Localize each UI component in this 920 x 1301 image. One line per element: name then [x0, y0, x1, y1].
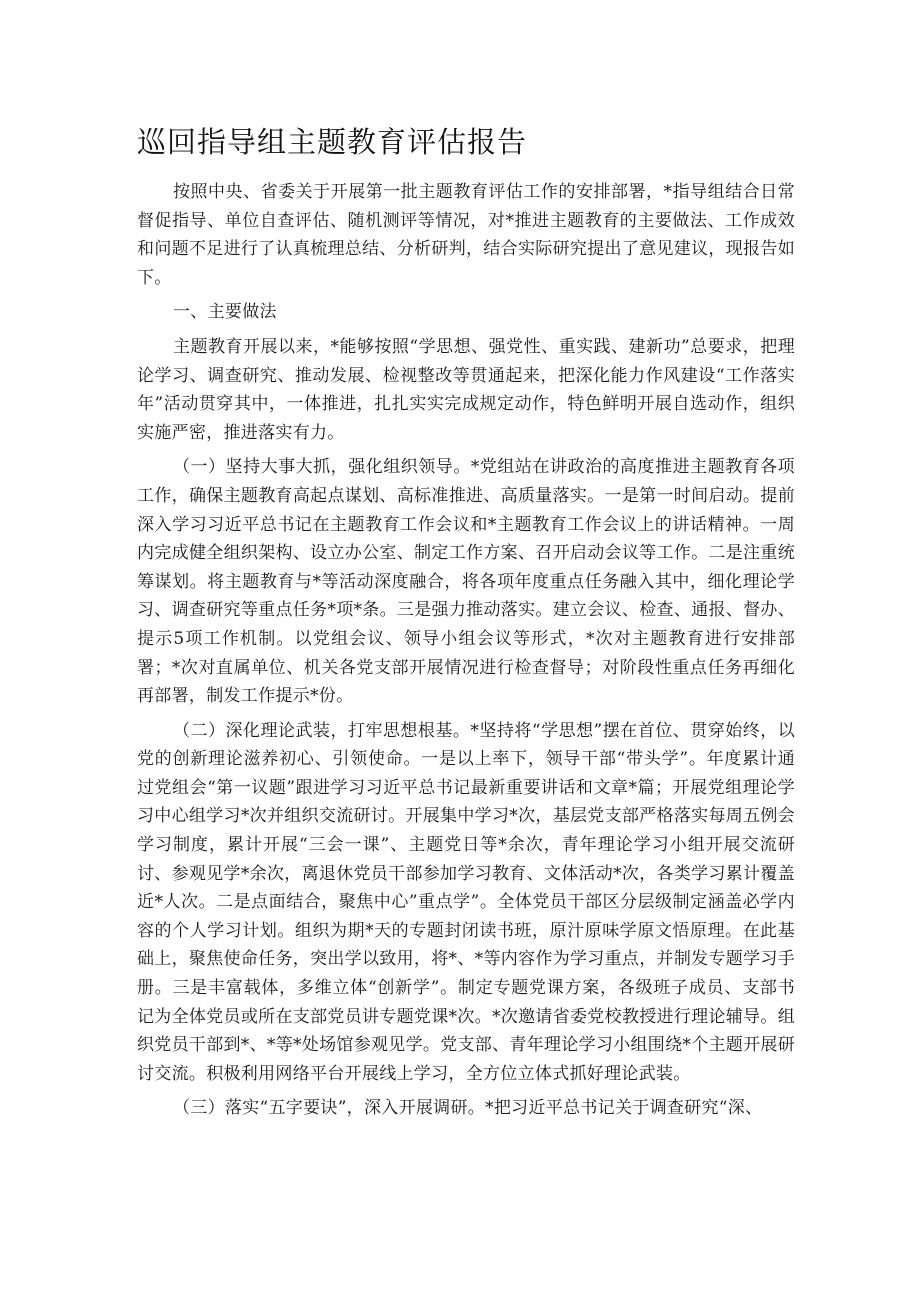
overview-paragraph: 主题教育开展以来，*能够按照“学思想、强党性、重实践、建新功”总要求，把理论学习、调查研究、推动发展、检视整改等贯通起来，把深化能力作风建设“工作落实年”活动贯穿其中，一体推进，扎扎实实完成规定动作，特色鲜明开展自选动作，组织实施严密，推进落实有力。 — [137, 336, 795, 443]
subsection-paragraph-3: （三）落实“五字要诀”，深入开展调研。*把习近平总书记关于调查研究“深、 — [173, 1098, 763, 1119]
document-title: 巡回指导组主题教育评估报告 — [137, 125, 528, 159]
section-heading-main-practices: 一、主要做法 — [173, 302, 277, 323]
document-body — [137, 178, 795, 1129]
subsection-paragraph-1: （一）坚持大事大抓，强化组织领导。*党组站在讲政治的高度推进主题教育各项工作，确保主题教育高起点谋划、高标准推进、高质量落实。一是第一时间启动。提前深入学习习近平总书记在主题教育工作会议和*主题教育工作会议上的讲话精神。一周内完成健全组织架构、设立办公室、制定工作方案、召开启动会议等工作。二是注重统筹谋划。将主题教育与*等活动深度融合，将各项年度重点任务融入其中，细化理论学习、调查研究等重点任务*项*条。三是强力推动落实。建立会议、检查、通报、督办、提示5项工作机制。以党组会议、领导小组会议等形式，*次对主题教育进行安排部署；*次对直属单位、机关各党支部开展情况进行检查督导；对阶段性重点任务再细化再部署，制发工作提示*份。 — [137, 457, 795, 707]
intro-paragraph: 按照中央、省委关于开展第一批主题教育评估工作的安排部署，*指导组结合日常督促指导、单位自查评估、随机测评等情况，对*推进主题教育的主要做法、工作成效和问题不足进行了认真梳理总结、分析研判，结合实际研究提出了意见建议，现报告如下。 — [137, 182, 795, 288]
subsection-paragraph-2: （二）深化理论武装，打牢思想根基。*坚持将“学思想”摆在首位、贯穿始终，以党的创新理论滋养初心、引领使命。一是以上率下，领导干部“带头学”。年度累计通过党组会“第一议题”跟进学习习近平总书记最新重要讲话和文章*篇；开展党组理论学习中心组学习*次并组织交流研讨。开展集中学习*次，基层党支部严格落实每周五例会学习制度，累计开展“三会一课”、主题党日等*余次，青年理论学习小组开展交流研讨、参观见学*余次，离退休党员干部参加学习教育、文体活动*次，各类学习累计覆盖近*人次。二是点面结合，聚焦中心”重点学”。全体党员干部区分层级制定涵盖必学内容的个人学习计划。组织为期*天的专题封闭读书班，原汁原味学原文悟原理。在此基础上，聚焦使命任务，突出学以致用，将*、*等内容作为学习重点，并制发专题学习手册。三是丰富载体，多维立体“创新学”。制定专题党课方案，各级班子成员、支部书记为全体党员或所在支部党员讲专题党课*次。*次邀请省委党校教授进行理论辅导。组织党员干部到*、*等*处场馆参观见学。党支部、青年理论学习小组围绕*个主题开展研讨交流。积极利用网络平台开展线上学习，全方位立体式抓好理论武装。 — [137, 720, 795, 1084]
